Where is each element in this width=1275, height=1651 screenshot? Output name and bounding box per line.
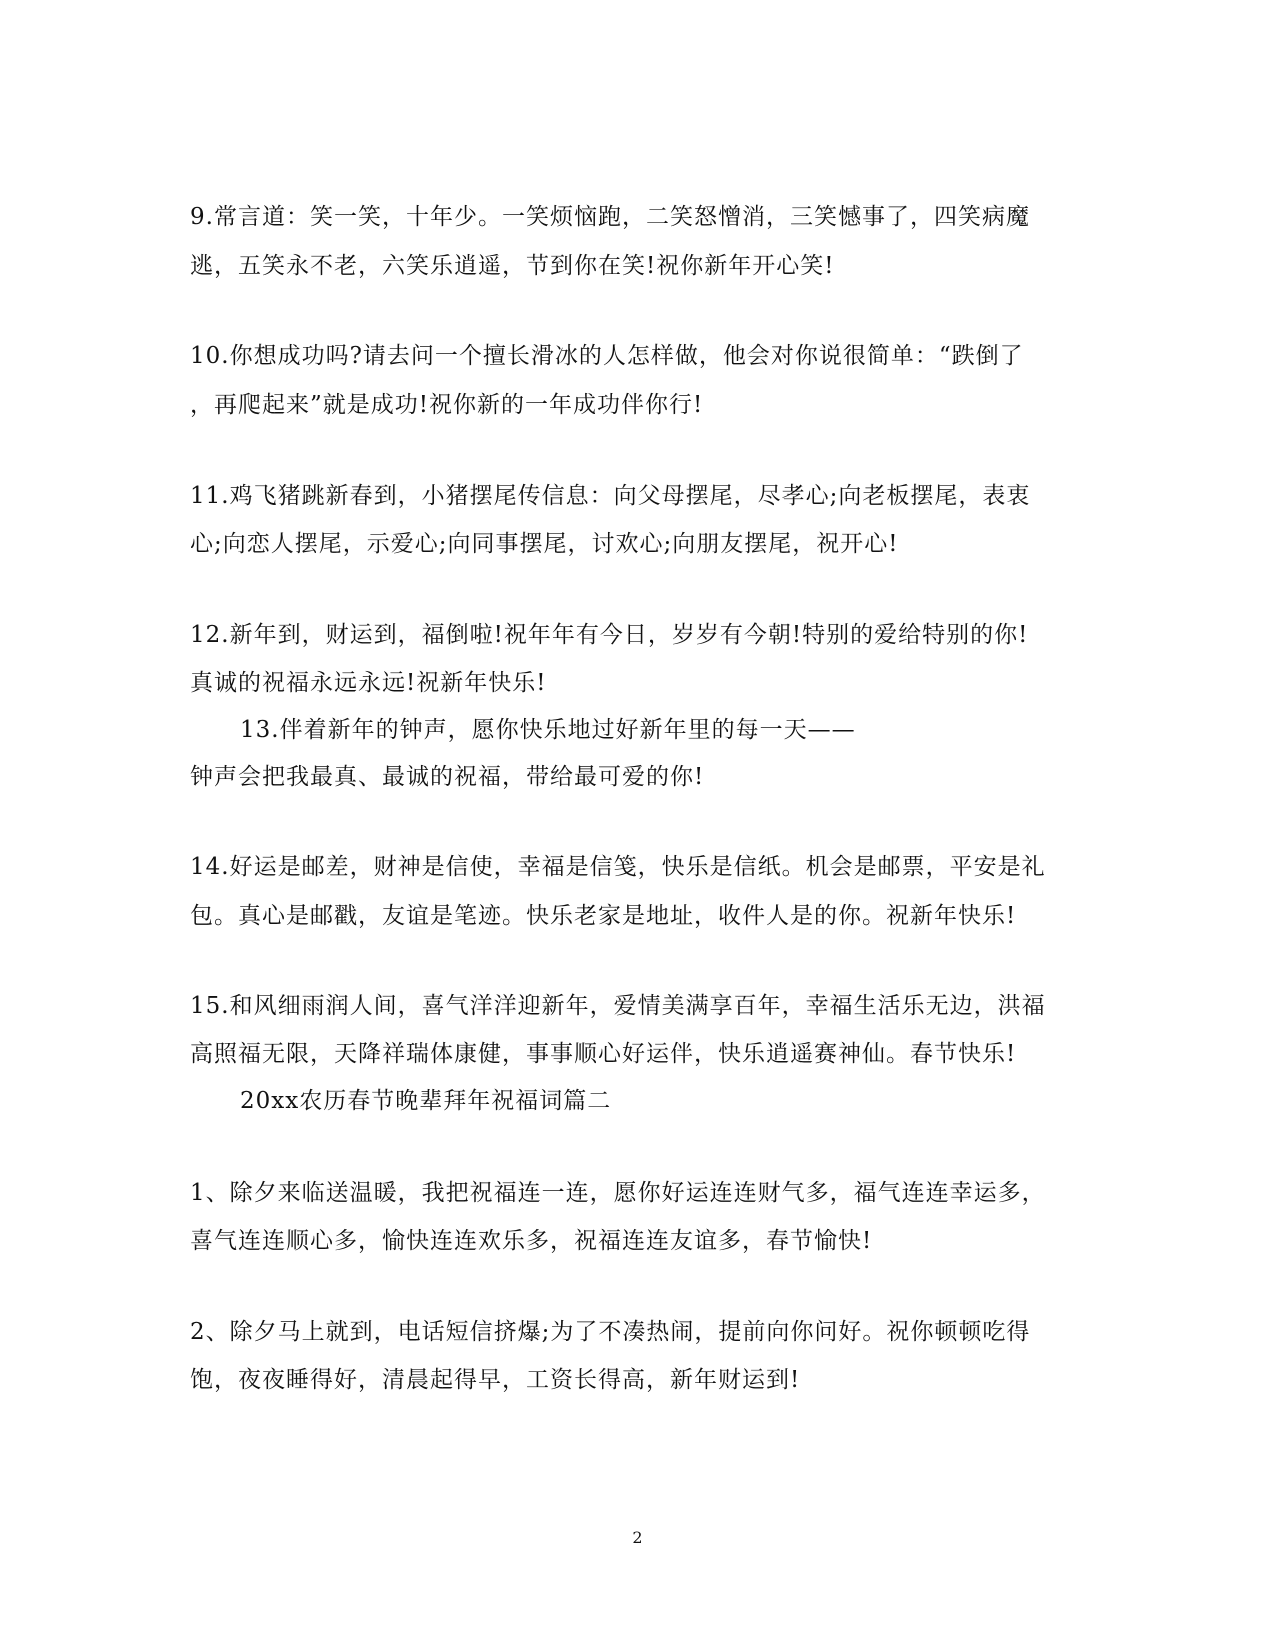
- paragraph-11-line-1: 11.鸡飞猪跳新春到，小猪摆尾传信息：向父母摆尾，尽孝心;向老板摆尾，表衷: [190, 483, 1031, 509]
- paragraph-9-line-2: 逃，五笑永不老，六笑乐逍遥，节到你在笑!祝你新年开心笑!: [190, 253, 835, 279]
- item-1-line-2: 喜气连连顺心多，愉快连连欢乐多，祝福连连友谊多，春节愉快!: [190, 1228, 873, 1254]
- paragraph-15-line-2: 高照福无限，天降祥瑞体康健，事事顺心好运伴，快乐逍遥赛神仙。春节快乐!: [190, 1041, 1017, 1067]
- item-2-line-2: 饱，夜夜睡得好，清晨起得早，工资长得高，新年财运到!: [190, 1367, 801, 1393]
- paragraph-9-line-1: 9.常言道：笑一笑，十年少。一笑烦恼跑，二笑怒憎消，三笑憾事了，四笑病魔: [190, 204, 1030, 230]
- section-heading: 20xx农历春节晚辈拜年祝福词篇二: [240, 1088, 612, 1114]
- paragraph-12-line-2: 真诚的祝福永远永远!祝新年快乐!: [190, 670, 547, 696]
- paragraph-11-line-2: 心;向恋人摆尾，示爱心;向同事摆尾，讨欢心;向朋友摆尾，祝开心!: [190, 531, 899, 557]
- paragraph-10-line-1: 10.你想成功吗?请去问一个擅长滑冰的人怎样做，他会对你说很简单：“跌倒了: [190, 343, 1024, 369]
- item-2-line-1: 2、除夕马上就到，电话短信挤爆;为了不凑热闹，提前向你问好。祝你顿顿吃得: [190, 1319, 1031, 1345]
- paragraph-15-line-1: 15.和风细雨润人间，喜气洋洋迎新年，爱情美满享百年，幸福生活乐无边，洪福: [190, 993, 1046, 1019]
- paragraph-14-line-2: 包。真心是邮戳，友谊是笔迹。快乐老家是地址，收件人是的你。祝新年快乐!: [190, 903, 1017, 929]
- page-number: 2: [632, 1528, 643, 1547]
- paragraph-13-line-1: 13.伴着新年的钟声，愿你快乐地过好新年里的每一天——: [240, 717, 856, 743]
- paragraph-13-line-2: 钟声会把我最真、最诚的祝福，带给最可爱的你!: [190, 764, 705, 790]
- paragraph-10-line-2: ，再爬起来”就是成功!祝你新的一年成功伴你行!: [190, 392, 704, 418]
- paragraph-14-line-1: 14.好运是邮差，财神是信使，幸福是信笺，快乐是信纸。机会是邮票，平安是礼: [190, 854, 1046, 880]
- item-1-line-1: 1、除夕来临送温暖，我把祝福连一连，愿你好运连连财气多，福气连连幸运多，: [190, 1180, 1046, 1206]
- paragraph-12-line-1: 12.新年到，财运到，福倒啦!祝年年有今日，岁岁有今朝!特别的爱给特别的你!: [190, 622, 1029, 648]
